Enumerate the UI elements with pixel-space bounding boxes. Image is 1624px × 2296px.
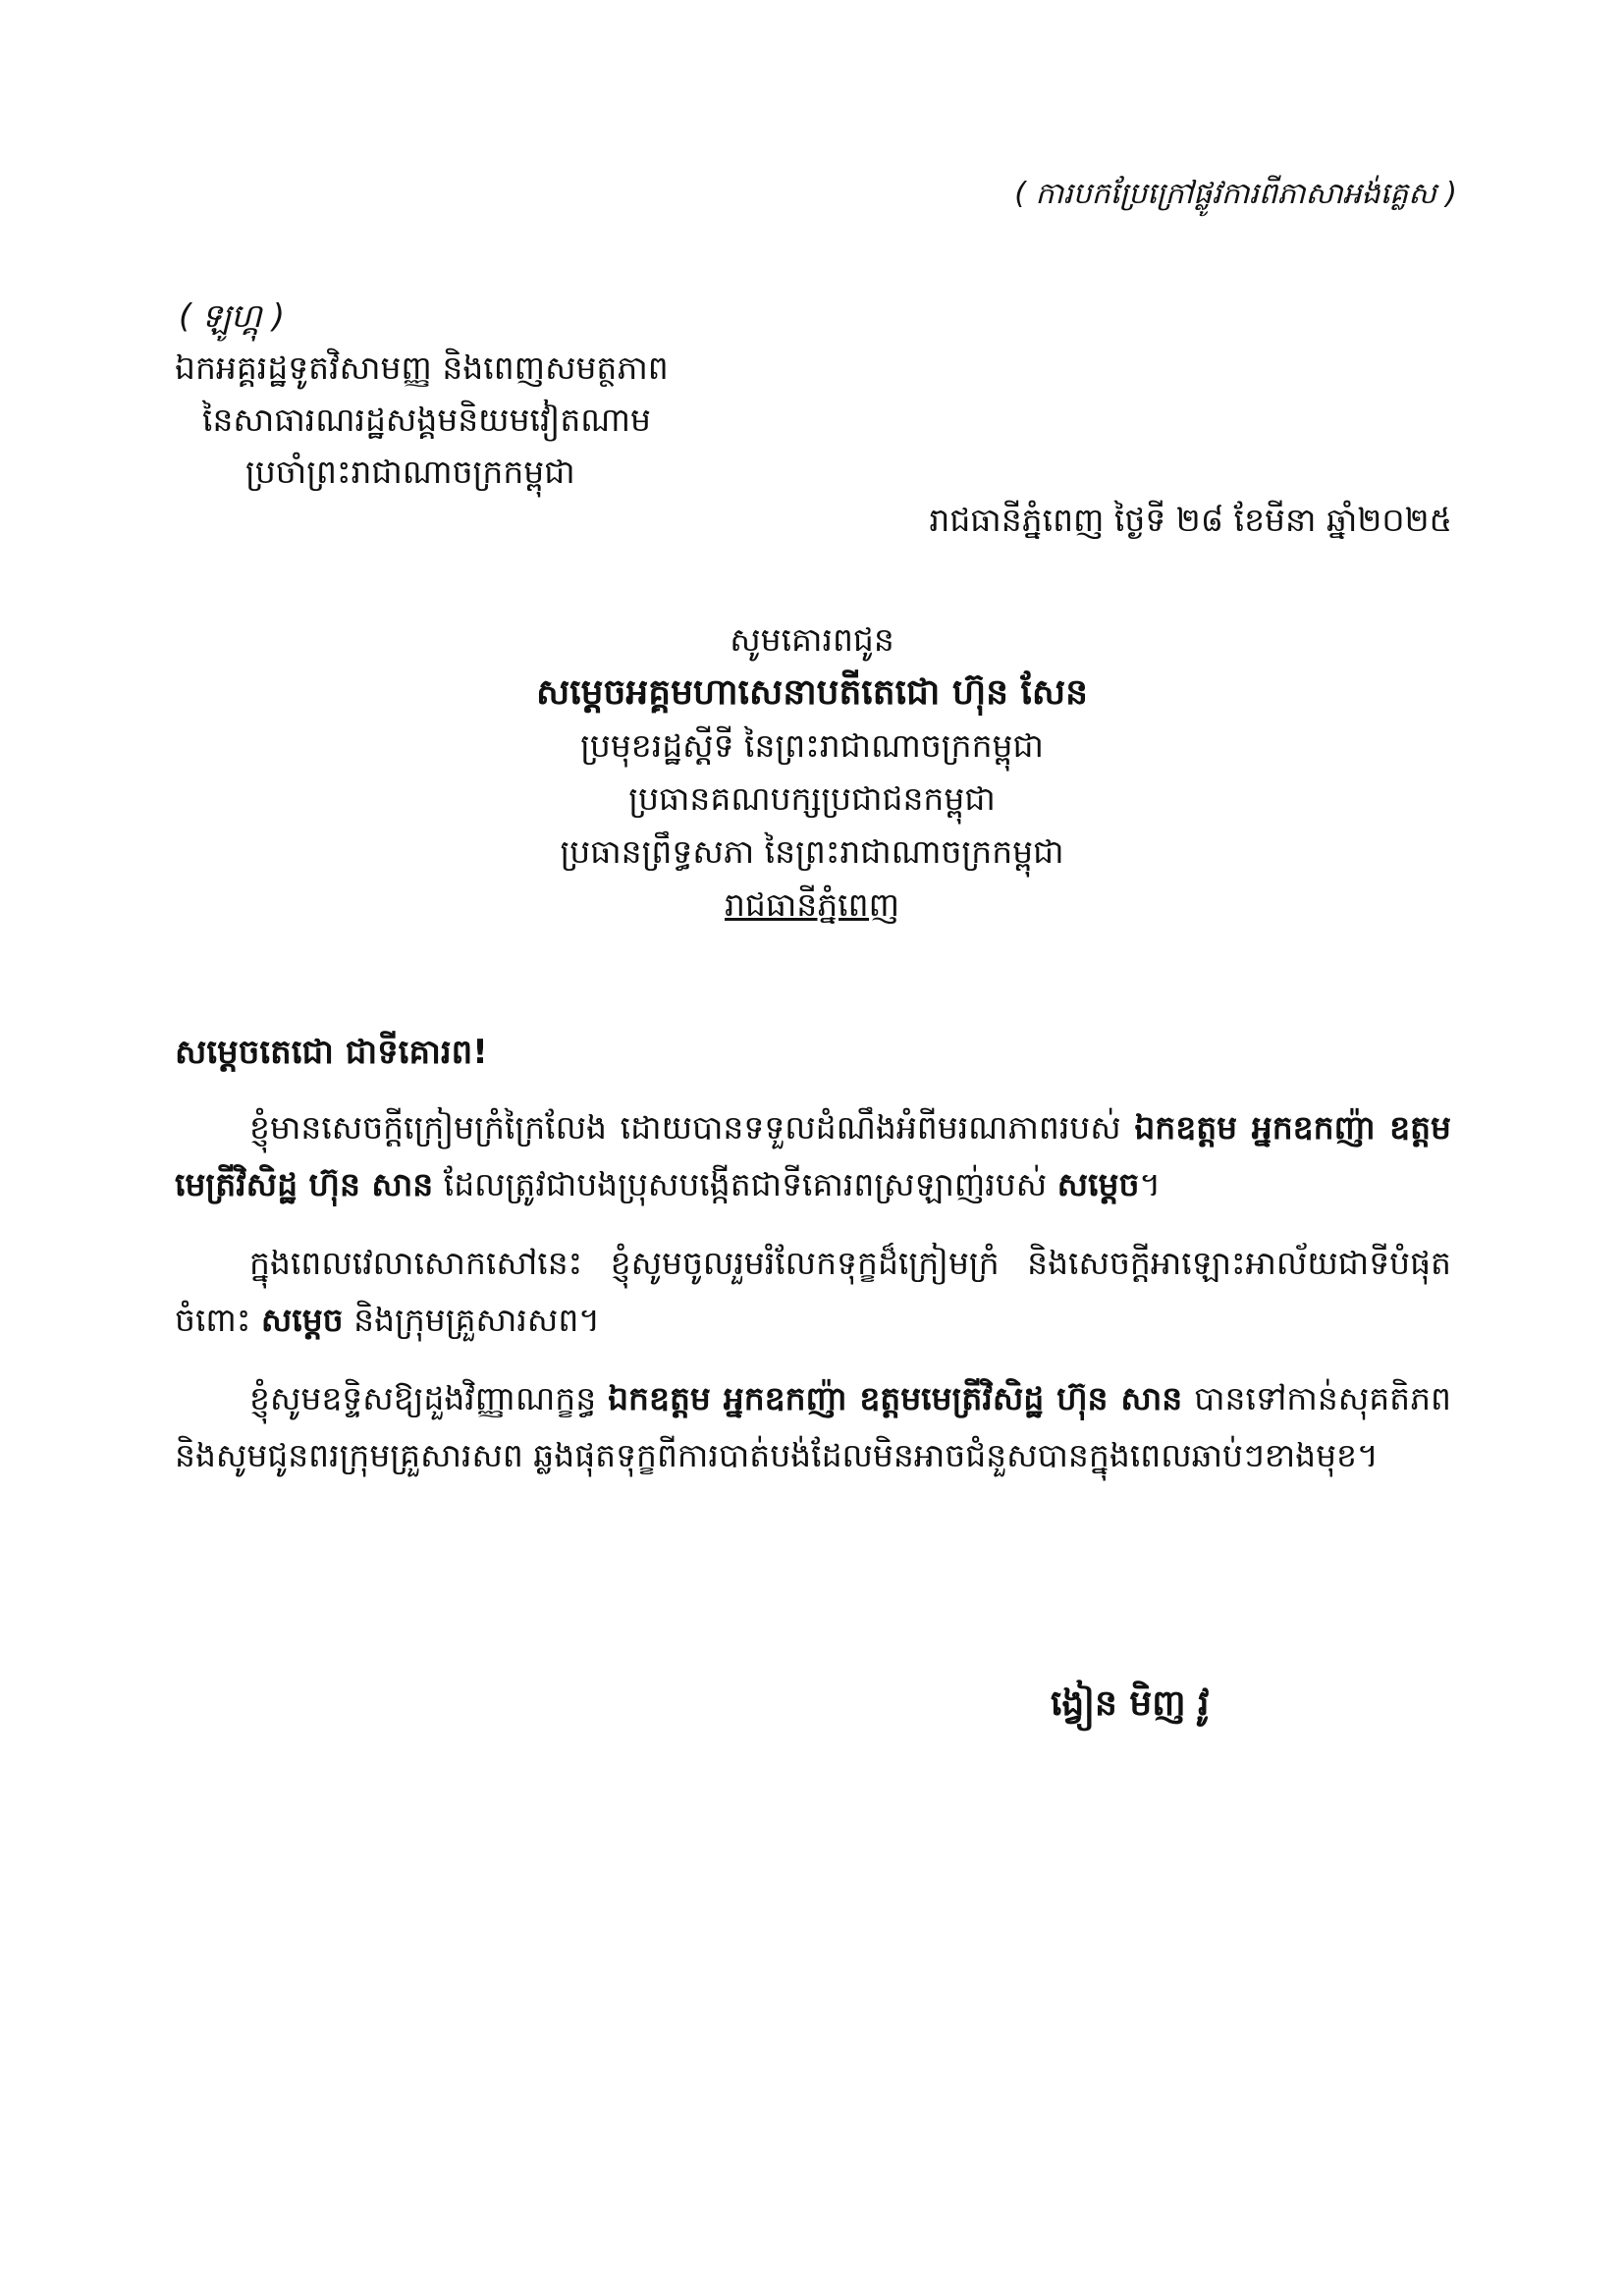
sender-title-line-2: នៃសាធារណរដ្ឋសង្គមនិយមវៀតណាម (202, 400, 651, 439)
paragraph-3-text-c: បានទៅកាន់សុគតិភព និងសូមជូនពរក្រុមគ្រួសារសព ឆ្លងផុតទុក្ខពីការបាត់បង់ដែលមិនអាចជំនួសបានក្នុងពេលឆាប់ៗខាងមុខ។ (175, 1379, 1451, 1474)
paragraph-1 (175, 1099, 1451, 1213)
paragraph-1-text-a: ខ្ញុំមានសេចក្តីក្រៀមក្រំក្រៃលែង ដោយបានទទួលដំណឹងអំពីមរណភាពរបស់ (249, 1108, 1135, 1147)
recipient-location: រាជធានីភ្នំពេញ (724, 885, 900, 924)
signature-name: ង្វៀន មិញ វូ (1051, 1683, 1210, 1724)
paragraph-2-text-a: ក្នុងពេលវេលាសោកសៅនេះ ខ្ញុំសូមចូលរួមរំលែកទុក្ខដ៏ក្រៀមក្រំ និងសេចក្តីអាឡោះអាល័យជាទីបំផុតចំពោះ (175, 1244, 1451, 1339)
recipient-title-2: ប្រធានគណបក្សប្រជាជនកម្ពុជា (628, 779, 996, 818)
recipient-title-3: ប្រធានព្រឹទ្ធសភា នៃព្រះរាជាណាចក្រកម្ពុជា (560, 832, 1064, 871)
paragraph-1-text-e: ។ (1139, 1165, 1162, 1203)
paragraph-2-text-c: និងក្រុមគ្រួសារសព។ (343, 1301, 601, 1339)
recipient-ref-2: សម្តេច (260, 1301, 344, 1339)
letter-body (175, 1099, 1451, 1506)
paragraph-2 (175, 1235, 1451, 1349)
sender-block (175, 290, 669, 498)
sender-title-line-3: ប្រចាំព្រះរាជាណាចក្រកម្ពុជា (245, 453, 575, 491)
deceased-name-1: ឯកឧត្តម អ្នកឧកញ៉ា ឧត្តមមេត្រីវិសិដ្ឋ ហ៊ុន សាន (175, 1108, 1451, 1203)
paragraph-3 (175, 1370, 1451, 1484)
deceased-name-2: ឯកឧត្តម អ្នកឧកញ៉ា ឧត្តមមេត្រីវិសិដ្ឋ ហ៊ុន សាន (608, 1379, 1183, 1417)
translation-note: ( ការបកប្រែក្រៅផ្លូវការពីភាសាអង់គ្លេស ) (1014, 177, 1457, 211)
recipient-ref-1: សម្តេច (1056, 1165, 1140, 1203)
paragraph-3-text-a: ខ្ញុំសូមឧទ្ទិសឱ្យដួងវិញ្ញាណក្ខន្ធ (249, 1379, 609, 1417)
recipient-title-1: ប្រមុខរដ្ឋស្តីទី នៃព្រះរាជាណាចក្រកម្ពុជា (580, 726, 1044, 765)
sender-title-line-1: ឯកអគ្គរដ្ឋទូតវិសាមញ្ញ និងពេញសមត្ថភាព (175, 348, 669, 387)
recipient-greeting: សូមគោរពជូន (730, 620, 894, 659)
recipient-name: សម្តេចអគ្គមហាសេនាបតីតេជោ ហ៊ុន សែន (535, 672, 1089, 713)
salutation: សម្តេចតេជោ ជាទីគោរព! (175, 1033, 488, 1072)
paragraph-1-text-c: ដែលត្រូវជាបងប្រុសបង្កើតជាទីគោរពស្រឡាញ់របស់ (433, 1165, 1057, 1203)
recipient-block (0, 614, 1624, 932)
date-line: រាជធានីភ្នំពេញ ថ្ងៃទី ២៨ ខែមីនា ឆ្នាំ២០២៥ (929, 501, 1452, 539)
seal-placeholder: ( ឡូហ្គុ ) (179, 296, 285, 335)
